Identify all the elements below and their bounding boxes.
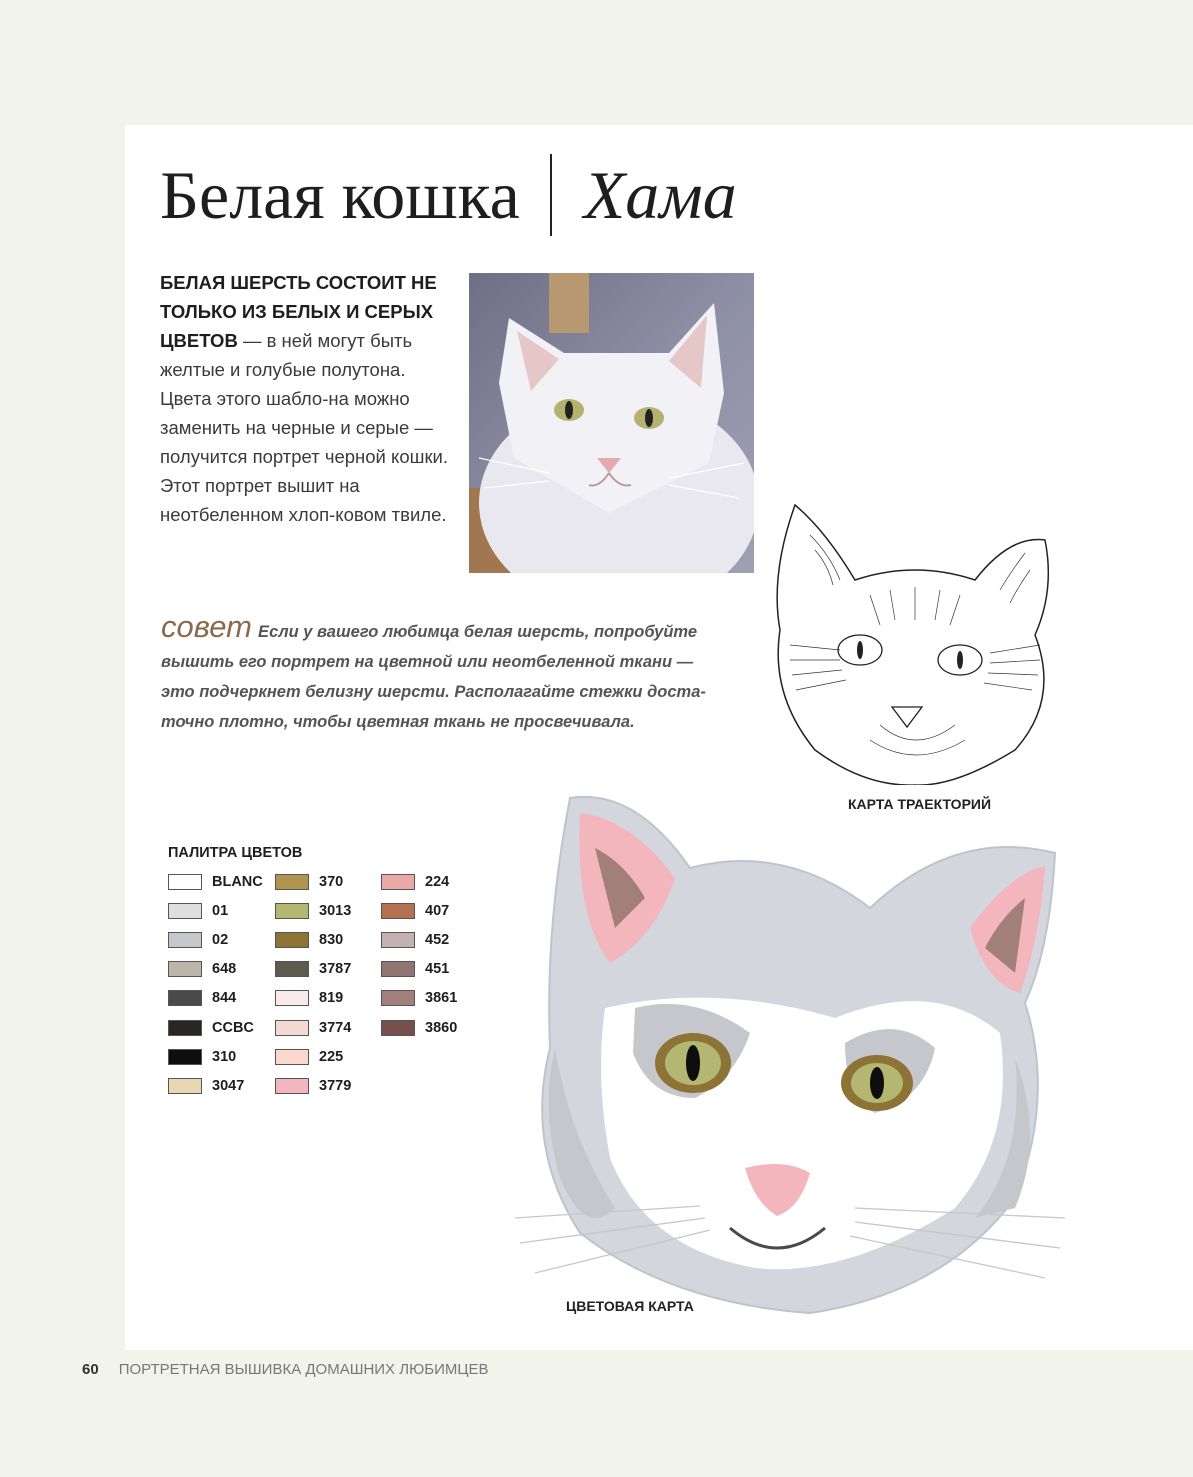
palette-swatch [275, 1018, 351, 1038]
intro-paragraph [160, 268, 450, 529]
palette-swatch [168, 988, 236, 1008]
swatch-color-box [275, 874, 309, 890]
intro-body: — в ней могут быть желтые и голубые полутона. Цвета этого шабло-на можно заменить на черные и серые — получится портрет черной кошки. Этот портрет вышит на неотбеленном хлоп-ковом твиле. [160, 330, 449, 525]
swatch-color-box [275, 903, 309, 919]
palette-swatch [381, 1018, 457, 1038]
swatch-color-box [381, 1020, 415, 1036]
palette-title: ПАЛИТРА ЦВЕТОВ [168, 845, 303, 861]
title-main: Белая кошка [160, 157, 520, 233]
tip-text: Если у вашего любимца белая шерсть, попробуйте вышить его портрет на цветной или неотбеленной ткани — это подчеркнет белизну шерсти. Располагайте стежки доста-точно плотно, чтобы цветная ткань не просвечивала. [161, 623, 706, 731]
swatch-color-box [381, 990, 415, 1006]
palette-swatch [275, 1076, 351, 1096]
palette-swatch [275, 901, 351, 921]
swatch-color-box [275, 990, 309, 1006]
swatch-color-box [168, 874, 202, 890]
palette-swatch [381, 901, 449, 921]
palette-swatch [168, 1047, 236, 1067]
palette-swatch [168, 959, 236, 979]
swatch-color-box [381, 903, 415, 919]
swatch-color-box [275, 1020, 309, 1036]
swatch-label: 310 [212, 1048, 237, 1065]
palette-swatch [381, 872, 449, 892]
swatch-color-box [168, 903, 202, 919]
cat-photo [469, 273, 754, 573]
palette-swatch [168, 1076, 244, 1096]
color-map-illustration [515, 778, 1065, 1318]
swatch-color-box [381, 932, 415, 948]
swatch-label: 3774 [319, 1019, 352, 1036]
palette-swatch [168, 872, 263, 892]
swatch-label: 3861 [425, 990, 458, 1007]
palette-swatch [168, 930, 228, 950]
page-number: 60 [82, 1361, 99, 1378]
swatch-label: 830 [319, 932, 344, 949]
swatch-color-box [381, 961, 415, 977]
swatch-color-box [275, 1078, 309, 1094]
palette-swatch [168, 1018, 254, 1038]
book-title: ПОРТРЕТНАЯ ВЫШИВКА ДОМАШНИХ ЛЮБИМЦЕВ [118, 1361, 489, 1378]
swatch-label: 01 [212, 903, 229, 920]
swatch-color-box [168, 961, 202, 977]
swatch-label: CCBC [212, 1019, 254, 1036]
tip-label: совет [161, 609, 252, 644]
swatch-color-box [275, 961, 309, 977]
palette-swatch [275, 959, 351, 979]
swatch-label: 3779 [319, 1077, 352, 1094]
swatch-label: 844 [212, 990, 237, 1007]
swatch-label: 3047 [212, 1077, 245, 1094]
swatch-label: 407 [425, 903, 450, 920]
palette-swatch [275, 988, 343, 1008]
swatch-color-box [381, 874, 415, 890]
trace-map-illustration [770, 495, 1060, 785]
swatch-label: BLANC [212, 874, 263, 890]
swatch-label: 648 [212, 961, 237, 978]
swatch-label: 3013 [319, 903, 352, 920]
palette-swatch [275, 872, 343, 892]
swatch-label: 819 [319, 990, 344, 1007]
swatch-color-box [168, 990, 202, 1006]
swatch-label: 370 [319, 874, 344, 890]
palette-swatch [381, 988, 457, 1008]
palette-swatch [275, 930, 343, 950]
swatch-label: 3860 [425, 1019, 458, 1036]
swatch-color-box [275, 1049, 309, 1065]
title-cat-name: Хама [583, 157, 737, 233]
swatch-label: 224 [425, 874, 450, 890]
swatch-color-box [168, 1049, 202, 1065]
swatch-label: 225 [319, 1048, 344, 1065]
page-footer [82, 1361, 488, 1378]
swatch-color-box [168, 1078, 202, 1094]
swatch-label: 3787 [319, 961, 352, 978]
trace-map-caption: КАРТА ТРАЕКТОРИЙ [848, 796, 992, 812]
swatch-label: 02 [212, 932, 229, 949]
swatch-color-box [168, 932, 202, 948]
palette-swatch [275, 1047, 343, 1067]
palette-swatch [381, 930, 449, 950]
intro-lead: БЕЛАЯ ШЕРСТЬ СОСТОИТ НЕ ТОЛЬКО ИЗ БЕЛЫХ И СЕРЫХ ЦВЕТОВ [160, 272, 437, 351]
swatch-color-box [275, 932, 309, 948]
color-map-caption: ЦВЕТОВАЯ КАРТА [566, 1298, 694, 1314]
palette-swatch [168, 901, 228, 921]
palette-swatch [381, 959, 449, 979]
swatch-label: 451 [425, 961, 450, 978]
swatch-label: 452 [425, 932, 450, 949]
page-title [160, 150, 737, 250]
tip-box [161, 609, 721, 737]
title-divider [550, 154, 552, 236]
color-palette [168, 872, 488, 1132]
swatch-color-box [168, 1020, 202, 1036]
